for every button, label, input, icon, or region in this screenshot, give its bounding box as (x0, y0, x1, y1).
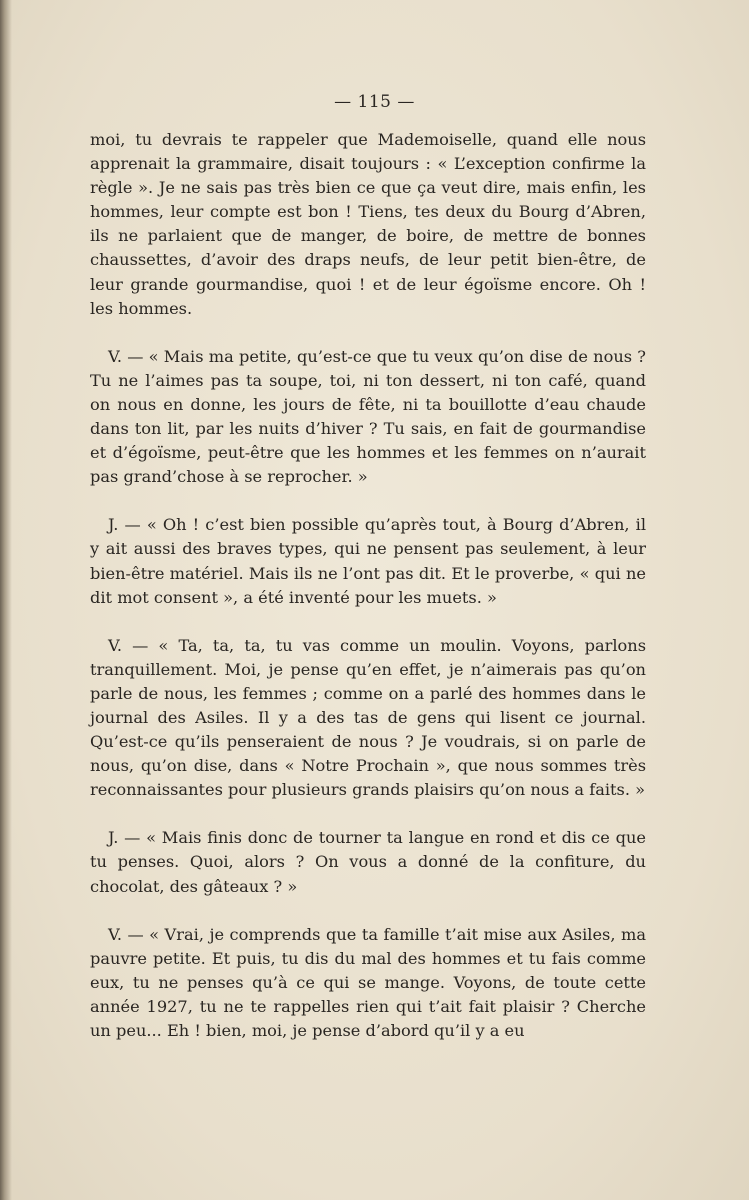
paragraph-3: J. — « Oh ! c’est bien possible qu’après tout, à Bourg d’Abren, il y ait aussi des braves types, qui ne pensent pas seulement, à leur bien-être matériel. Mais ils ne l’ont pas dit. Et le proverbe, « qui ne dit mot consent », a été inventé pour les muets. » (90, 515, 646, 607)
paragraph-6: V. — « Vrai, je comprends que ta famille t’ait mise aux Asiles, ma pauvre petite. Et puis, tu dis du mal des hommes et tu fais comme eux, tu ne penses qu’à ce qui se mange. Voyons, de toute cette année 1927, tu ne te rappelles rien qui t’ait fait plaisir ? Cherche un peu... Eh ! bien, moi, je pense d’abord qu’il y a eu (90, 924, 646, 1040)
paragraph-1: moi, tu devrais te rappeler que Mademoiselle, quand elle nous apprenait la grammaire, disait toujours : « L’exception confirme la règle ». Je ne sais pas très bien ce que ça veut dire, mais enfin, les hommes, leur compte est bon ! Tiens, tes deux du Bourg d’Abren, ils ne parlaient que de manger, de boire, de mettre de bonnes chaussettes, d’avoir des draps neufs, de leur petit bien-être, de leur grande gourmandise, quoi ! et de leur égoïsme encore. Oh ! les hommes. (90, 130, 646, 318)
book-spine-shadow (0, 0, 12, 1200)
paragraph-4: V. — « Ta, ta, ta, tu vas comme un moulin. Voyons, parlons tranquillement. Moi, je pense qu’en effet, je n’aimerais pas qu’on parle de nous, les femmes ; comme on a parlé des hommes dans le journal des Asiles. Il y a des tas de gens qui lisent ce journal. Qu’est-ce qu’ils penseraient de nous ? Je voudrais, si on parle de nous, qu’on dise, dans « Notre Prochain », que nous sommes très reconnaissantes pour plusieurs grands plaisirs qu’on nous a faits. » (90, 635, 646, 800)
paragraph-5: J. — « Mais finis donc de tourner ta langue en rond et dis ce que tu penses. Quoi, alors ? On vous a donné de la confiture, du chocolat, des gâteaux ? » (90, 828, 646, 896)
page-number: — 115 — (334, 92, 415, 112)
page-body (90, 128, 646, 1043)
paragraph-2: V. — « Mais ma petite, qu’est-ce que tu veux qu’on dise de nous ? Tu ne l’aimes pas ta soupe, toi, ni ton dessert, ni ton café, quand on nous en donne, les jours de fête, ni ta bouillotte d’eau chaude dans ton lit, par les nuits d’hiver ? Tu sais, en fait de gourmandise et d’égoïsme, peut-être que les hommes et les femmes on n’aurait pas grand’chose à se reprocher. » (90, 346, 646, 487)
